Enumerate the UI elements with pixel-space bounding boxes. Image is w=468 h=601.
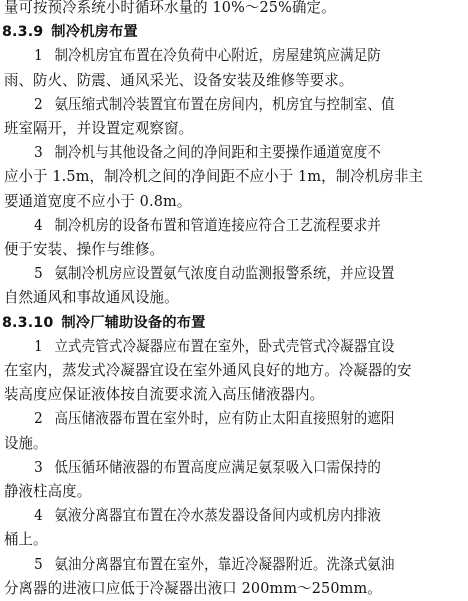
section-number: 8.3.10 — [1, 314, 54, 331]
section-title: 制冷厂辅助设备的布置 — [61, 314, 206, 331]
paragraph-line: 便于安装、操作与维修。 — [3, 241, 165, 258]
paragraph-line: 装高度应保证液体按自流要求流入高压储液器内。 — [3, 386, 325, 404]
section-title: 制冷机房布置 — [51, 24, 138, 41]
item-number: 1 — [34, 337, 43, 355]
section-heading-8-3-10 — [0, 311, 466, 335]
item-number: 2 — [34, 410, 43, 428]
paragraph-text: 制冷机房宜布置在冷负荷中心附近，房屋建筑应满足防 — [54, 47, 381, 65]
paragraph-line — [0, 141, 466, 165]
item-number: 3 — [34, 144, 43, 162]
paragraph-text: 制冷机房的设备布置和管道连接应符合工艺流程要求并 — [54, 216, 381, 234]
item-number: 1 — [34, 47, 43, 65]
paragraph-text: 氨压缩式制冷装置宜布置在房间内，机房宜与控制室、值 — [54, 95, 395, 113]
paragraph-text: 氨液分离器宜布置在冷水蒸发器设备间内或机房内排液 — [54, 507, 381, 525]
item-number: 5 — [34, 265, 43, 283]
paragraph-line — [0, 504, 466, 528]
paragraph-line — [0, 214, 466, 238]
paragraph-line — [0, 335, 466, 359]
paragraph-line: 雨、防火、防震、通风采光、设备安装及维修等要求。 — [3, 71, 354, 89]
section-heading-8-3-9 — [0, 20, 466, 44]
item-number: 2 — [34, 95, 43, 113]
paragraph-line: 设施。 — [3, 434, 48, 452]
item-number: 4 — [34, 507, 43, 525]
paragraph-line: 静液柱高度。 — [3, 483, 92, 500]
item-number: 3 — [34, 458, 43, 476]
item-number: 4 — [34, 216, 43, 234]
paragraph-line: 分离器的进液口应低于冷凝器出液口 200mm～250mm。 — [3, 579, 382, 597]
paragraph-text: 高压储液器布置在室外时，应有防止太阳直接照射的遮阳 — [54, 410, 395, 428]
paragraph-line: 要通道宽度不应小于 0.8m。 — [3, 192, 192, 210]
section-number: 8.3.9 — [1, 24, 44, 41]
paragraph-line: 自然通风和事故通风设施。 — [3, 289, 179, 307]
paragraph-line: 班室隔开，并设置定观察窗。 — [3, 120, 194, 137]
paragraph-text: 氨油分离器宜布置在室外，靠近冷凝器附近。洗涤式氨油 — [54, 555, 395, 573]
paragraph-line — [0, 44, 466, 68]
paragraph-line — [0, 456, 466, 480]
paragraph-line — [0, 553, 466, 577]
item-number: 5 — [34, 555, 43, 573]
paragraph-line — [0, 262, 466, 286]
paragraph-line: 在室内，蒸发式冷凝器宜设在室外通风良好的地方。冷凝器的安 — [3, 362, 412, 379]
paragraph-line — [0, 93, 466, 117]
paragraph-text: 立式壳管式冷凝器应布置在室外，卧式壳管式冷凝器宜设 — [54, 337, 395, 355]
paragraph-line: 桶上。 — [3, 531, 48, 549]
paragraph-text: 制冷机与其他设备之间的净间距和主要操作通道宽度不 — [54, 144, 381, 162]
paragraph-text: 氨制冷机房应设置氨气浓度自动监测报警系统，并应设置 — [54, 265, 395, 283]
paragraph-line — [0, 407, 466, 431]
intro-line: 量可按预冷系统小时循环水量的 10%～25%确定。 — [3, 0, 336, 16]
paragraph-text: 低压循环储液器的布置高度应满足氨泵吸入口需保持的 — [54, 458, 381, 476]
paragraph-line: 应小于 1.5m，制冷机之间的净间距不应小于 1m，制冷机房非主 — [3, 168, 424, 186]
